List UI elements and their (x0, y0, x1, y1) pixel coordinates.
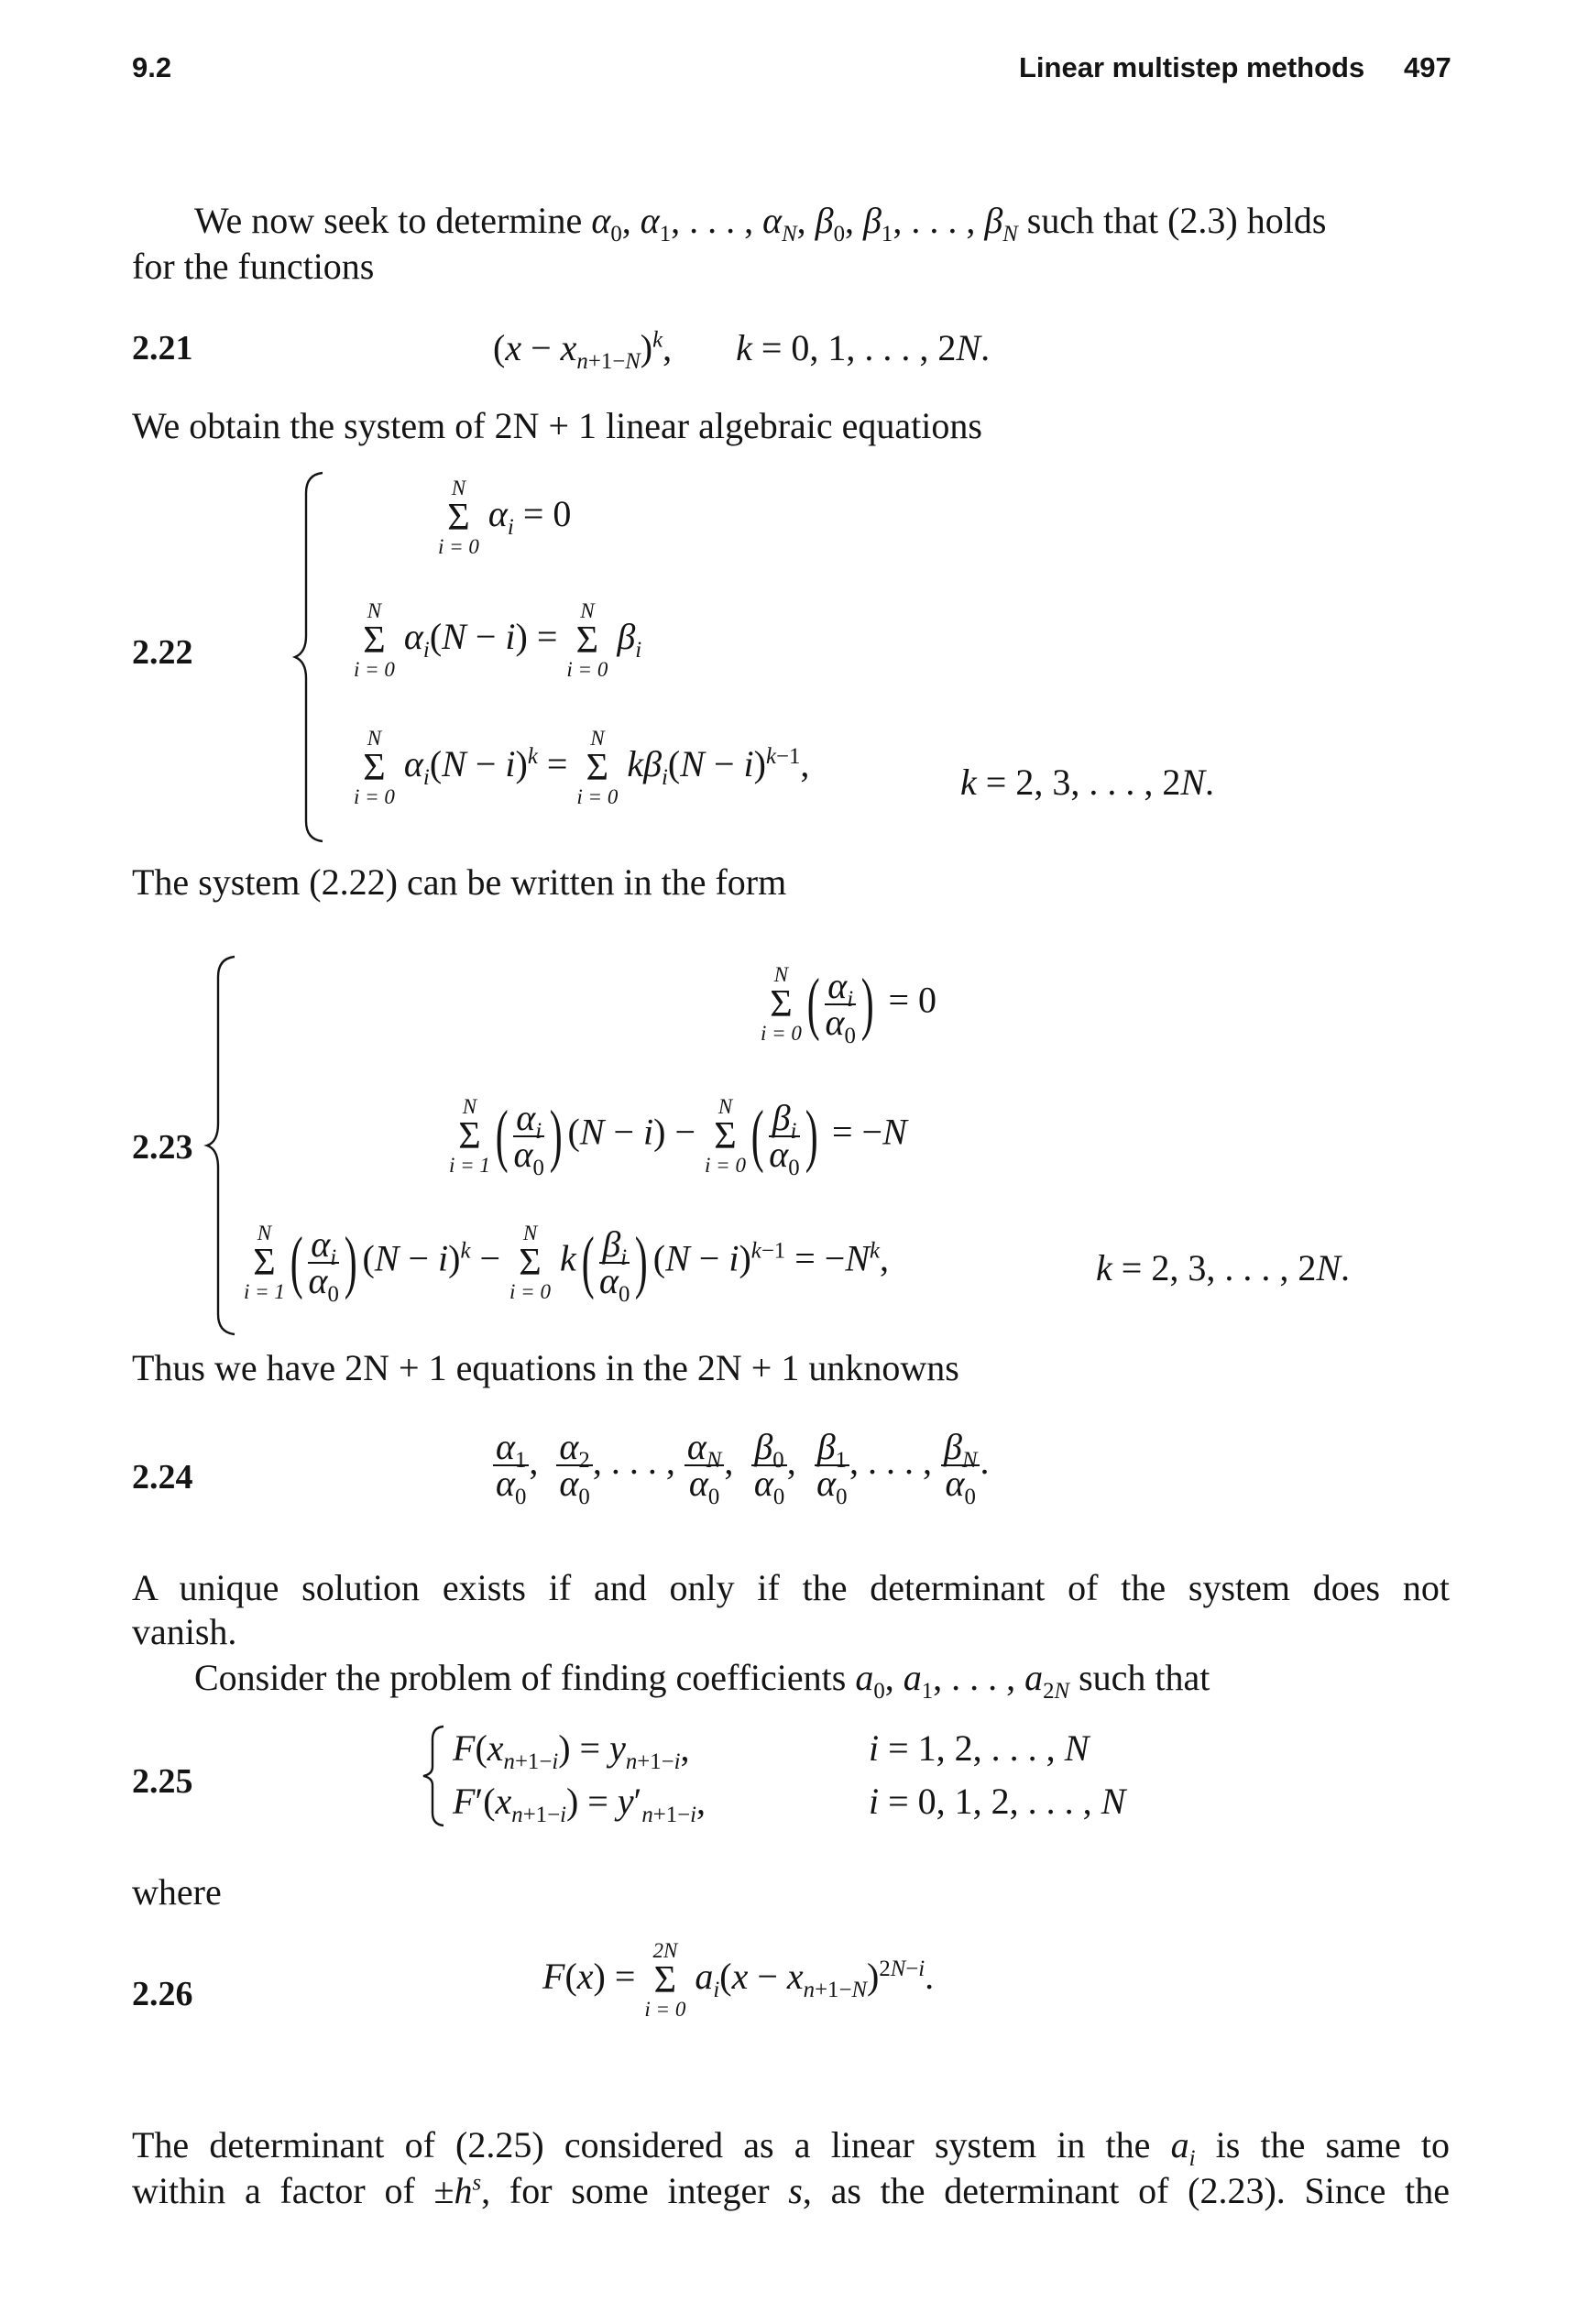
equation-label-2-25: 2.25 (132, 1762, 193, 1801)
equation-2-24: $\frac{\alpha_1}{\alpha_0}$ , $\frac{\alpha_2}{\alpha_0}$ , . . . , $\frac{\alpha_N}{\alpha_0}$ , $\frac{\beta_0}{\alpha_0}$ , $\frac{\beta_1}{\alpha_0}$ , . . . , $\frac{\beta_N}{\alpha_0}$ . (493, 1430, 989, 1501)
paragraph-determinant-line1: The determinant of (2.25) considered as a linear system in the $a_i$ is the same to (132, 2124, 1450, 2171)
equation-2-25-range2: i = 0, 1, 2, . . . , N (869, 1781, 1126, 1822)
equation-label-2-26: 2.26 (132, 1975, 193, 2013)
left-brace-2-25 (420, 1723, 447, 1829)
equation-2-22-row1: N Σ i = 0 $\alpha_i = 0$ (438, 477, 572, 558)
equation-2-23-row1: N Σ i = 0 ( $\frac{\alpha_i}{\alpha_0}$ ) = 0 (761, 962, 936, 1048)
running-title: Linear multistep methods (1019, 51, 1365, 83)
equation-2-21: $(x - x_{n+1-N})^k$, k = 0, 1, . . . , 2N. (493, 327, 991, 374)
equation-2-25-row2: $F'(x_{n+1-i}) = y'_{n+1-i}$, (453, 1781, 706, 1827)
paragraph-unique-line2: vanish. (132, 1611, 237, 1652)
paragraph-unique-line1: A unique solution exists if and only if the determinant of the system does not (132, 1567, 1450, 1608)
equation-2-22-row3: N Σ i = 0 $\alpha_i(N - i)^k$ = N Σ i = 0 $k\beta_i(N - i)^{k-1}$, (354, 727, 810, 808)
page-number: 497 (1404, 51, 1451, 83)
equation-2-23-range: k = 2, 3, . . . , 2N. (1096, 1247, 1351, 1288)
left-brace-2-23 (203, 953, 240, 1338)
paragraph-intro-line1: We now seek to determine $\alpha_0$, $\alpha_1$, . . . , $\alpha_N$, $\beta_0$, $\beta_1$, . . . , $\beta_N$ such that (2.3) holds (194, 200, 1327, 247)
equation-2-22-range: k = 2, 3, . . . , 2N. (960, 762, 1215, 803)
left-brace-2-22 (291, 469, 328, 845)
equation-label-2-22: 2.22 (132, 633, 193, 672)
paragraph-system: We obtain the system of 2N + 1 linear algebraic equations (132, 405, 982, 446)
paragraph-intro-line2: for the functions (132, 246, 375, 287)
section-number: 9.2 (132, 51, 172, 83)
paragraph-consider: Consider the problem of finding coefficients $a_0$, $a_1$, . . . , $a_{2N}$ such that (194, 1657, 1210, 1704)
equation-2-25-row1: $F(x_{n+1-i}) = y_{n+1-i}$, (453, 1727, 690, 1774)
equation-label-2-23: 2.23 (132, 1128, 193, 1167)
equation-label-2-24: 2.24 (132, 1458, 193, 1496)
paragraph-determinant-line2: within a factor of $\pm h^s$, for some integer s, as the determinant of (2.23). Since the (132, 2170, 1450, 2211)
equation-2-23-row3: N Σ i = 1 ( $\frac{\alpha_i}{\alpha_0}$ ) $(N - i)^k$ − N Σ i = 0 k( $\frac{\beta_i}{\alpha_0}$ ) $(N - i)^{k-1} = -N^k$, (244, 1221, 890, 1307)
paragraph-form: The system (2.22) can be written in the form (132, 861, 787, 903)
equation-label-2-21: 2.21 (132, 329, 193, 367)
equation-2-25-range1: i = 1, 2, . . . , N (869, 1727, 1090, 1769)
equation-2-23-row2: N Σ i = 1 ( $\frac{\alpha_i}{\alpha_0}$ ) (N − i) − N Σ i = 0 ( $\frac{\beta_i}{\alpha_0}$ ) = −N (449, 1094, 907, 1180)
equation-2-26: F(x) = 2N Σ i = 0 $a_i(x - x_{n+1-N})^{2N-i}$. (542, 1939, 935, 2021)
paragraph-unknowns: Thus we have 2N + 1 equations in the 2N + 1 unknowns (132, 1347, 959, 1388)
paragraph-where: where (132, 1871, 222, 1913)
equation-2-22-row2: N Σ i = 0 $\alpha_i(N - i)$ = N Σ i = 0 $\beta_i$ (354, 599, 642, 681)
